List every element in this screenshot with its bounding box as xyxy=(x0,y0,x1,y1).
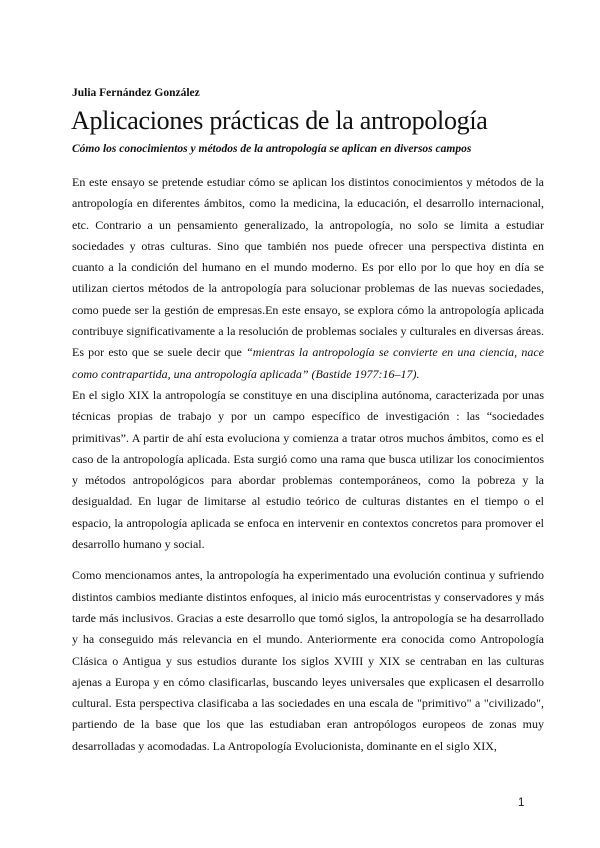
paragraph-2: En el siglo XIX la antropología se constituye en una disciplina autónoma, caracterizada por unas técnicas propias de trabajo y por un campo específico de investigación : las “sociedades primitivas”. A partir de ahí esta evoluciona y comienza a tratar otros muchos ámbitos, como es el caso de la antropología aplicada. Esta surgió como una rama que busca utilizar los conocimientos y métodos antropológicos para abordar problemas contemporáneos, como la pobreza y la desigualdad. En lugar de limitarse al estudio teórico de culturas distantes en el tiempo o el espacio, la antropología aplicada se enfoca en intervenir en contextos concretos para promover el desarrollo humano y social. xyxy=(72,387,544,552)
paragraph-1-text: En este ensayo se pretende estudiar cómo se aplican los distintos conocimientos y métodos de la antropología en diferentes ámbitos, como la medicina, la educación, el desarrollo internacional, etc. Contrario a un pensamiento generalizado, la antropología, no solo se limita a estudiar sociedades y otras culturas. Sino que también nos puede ofrecer una perspectiva distinta en cuanto a la condición del humano en el mundo moderno. Es por ello por lo que hoy en día se utilizan ciertos métodos de la antropología para solucionar problemas de las nuevas sociedades, como puede ser la gestión de empresas.En este ensayo, se explora cómo la antropología aplicada contribuye significativamente a la resolución de problemas sociales y culturales en diversas áreas. Es por esto que se suele decir que xyxy=(72,175,544,360)
author-name: Julia Fernández González xyxy=(72,87,200,99)
paragraph-3: Como mencionamos antes, la antropología ha experimentado una evolución continua y sufriendo distintos cambios mediante distintos enfoques, al inicio más eurocentristas y conservadores y más tarde más inclusivos. Gracias a este desarrollo que tomó siglos, la antropología se ha desarrollado y ha conseguido más relevancia en el mundo. Anteriormente era conocida como Antropología Clásica o Antigua y sus estudios durante los siglos XVIII y XIX se centraban en las culturas ajenas a Europa y en cómo clasificarlas, buscando leyes universales que explicasen el desarrollo cultural. Esta perspectiva clasificaba a las sociedades en una escala de "primitivo" a "civilizado", partiendo de la base que los que las estudiaban eran antropólogos europeos de zonas muy desarrolladas y acomodadas. La Antropología Evolucionista, dominante en el siglo XIX, xyxy=(72,568,544,753)
paragraph-1-quote: “mientras la antropología se convierte en una ciencia, nace como contrapartida, una antropología aplicada” (Bastide 1977:16–17). xyxy=(72,345,544,381)
document-title: Aplicaciones prácticas de la antropología xyxy=(71,106,488,135)
paragraph-1 xyxy=(72,172,544,385)
page-number: 1 xyxy=(518,797,525,809)
body-text xyxy=(72,172,544,757)
document-subtitle: Cómo los conocimientos y métodos de la antropología se aplican en diversos campos xyxy=(72,143,472,155)
